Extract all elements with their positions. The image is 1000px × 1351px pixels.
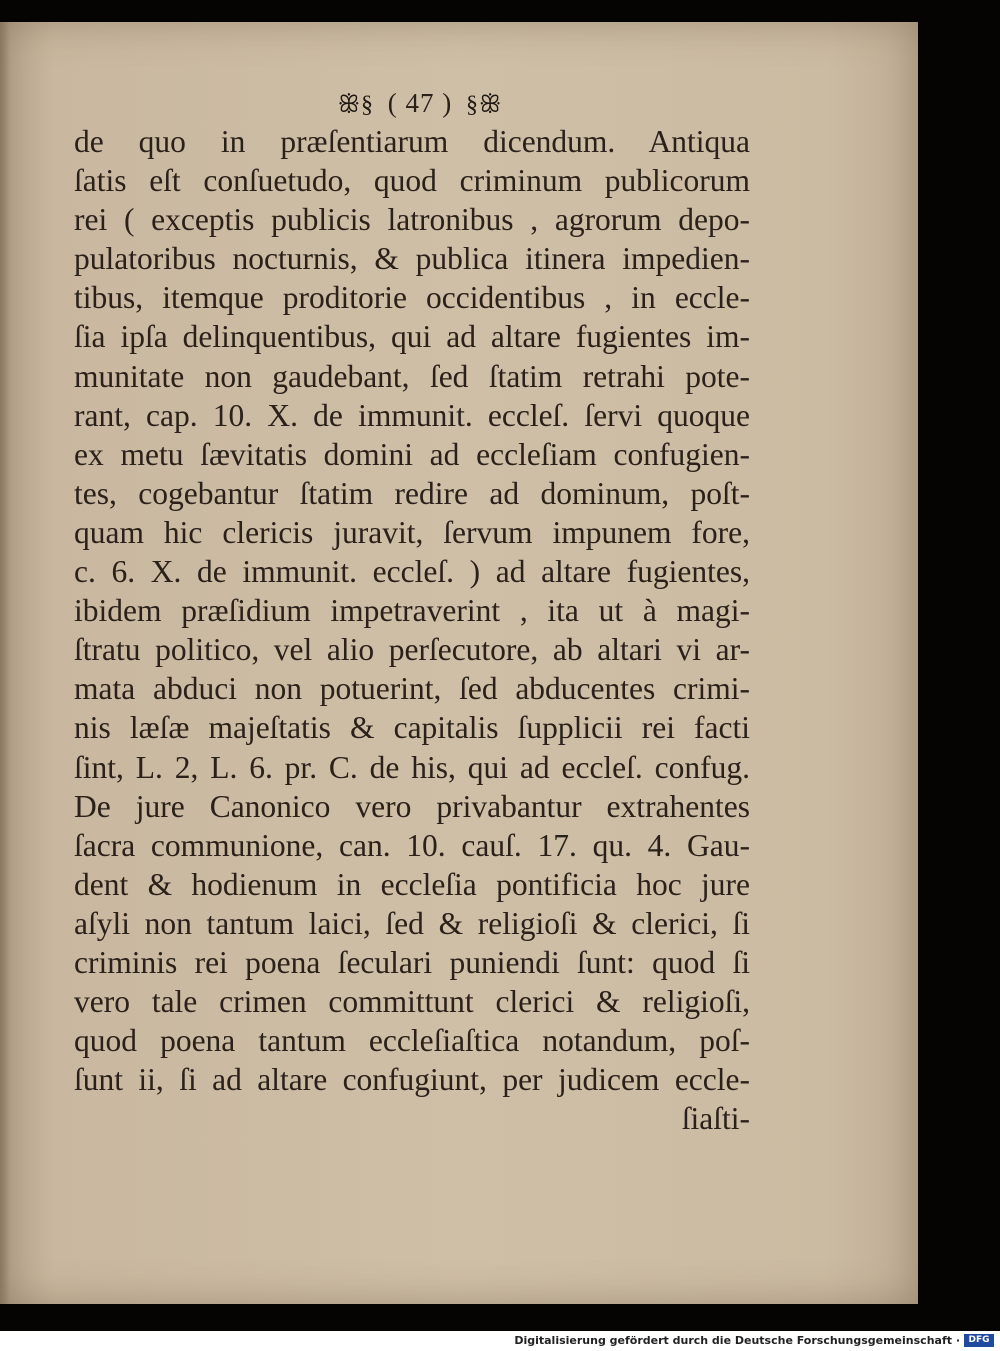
text-line: tes, cogebantur ſtatim redire ad dominum, poſt- [74,475,750,511]
text-line: rant, cap. 10. X. de immunit. eccleſ. ſervi quoque [74,397,750,433]
text-line: criminis rei poena ſeculari puniendi ſunt: quod ſi [74,944,750,980]
text-line: ex metu ſævitatis domini ad eccleſiam confugien- [74,436,750,472]
text-line: ſtratu politico, vel alio perſecutore, ab altari vi ar- [74,632,750,668]
text-line: de quo in præſentiarum dicendum. Antiqua [74,124,750,159]
text-line: ſatis eſt conſuetudo, quod criminum publicorum [74,163,750,199]
text-line: ſia ipſa delinquentibus, qui ad altare fugientes im- [74,319,750,355]
text-line: vero tale crimen committunt clerici & religioſi, [74,984,750,1020]
text-line: mata abduci non potuerint, ſed abducentes crimi- [74,671,750,707]
running-head [0,88,840,119]
text-line: c. 6. X. de immunit. eccleſ. ) ad altare fugientes, [74,554,750,590]
ornament-left-icon: ꕥ§ [337,92,374,118]
text-line: ibidem præſidium impetraverint , ita ut à magi- [74,593,750,629]
body-text [74,122,750,1138]
text-line: ſunt ii, ſi ad altare confugiunt, per judicem eccle- [74,1062,750,1098]
text-line: ſacra communione, can. 10. cauſ. 17. qu. 4. Gau- [74,827,750,863]
text-line: nis læſæ majeſtatis & capitalis ſupplicii rei facti [74,710,750,746]
text-line: quod poena tantum eccleſiaſtica notandum, poſ- [74,1023,750,1059]
ornament-right-icon: §ꕥ [465,92,503,118]
page-number: ( 47 ) [387,88,453,118]
text-line: aſyli non tantum laici, ſed & religioſi & clerici, ſi [74,905,750,941]
dfg-logo-icon[interactable]: DFG [964,1334,994,1347]
text-line: quam hic clericis juravit, ſervum impunem fore, [74,514,750,550]
text-line: De jure Canonico vero privabantur extrahentes [74,788,750,824]
text-line: ſint, L. 2, L. 6. pr. C. de his, qui ad eccleſ. confug. [74,749,750,785]
catchword: ſiaſti- [681,1101,750,1137]
text-line: rei ( exceptis publicis latronibus , agrorum depo- [74,202,750,238]
text-line: tibus, itemque proditorie occidentibus , in eccle- [74,280,750,316]
book-page [0,22,918,1304]
funding-credit: Digitalisierung gefördert durch die Deutsche Forschungsgemeinschaft · [514,1334,960,1347]
text-line: dent & hodienum in eccleſia pontificia hoc jure [74,866,750,902]
text-line: pulatoribus nocturnis, & publica itinera impedien- [74,241,750,277]
page-gutter-shadow [0,22,10,1304]
text-line: munitate non gaudebant, ſed ſtatim retrahi pote- [74,358,750,394]
footer-bar [0,1331,1000,1351]
